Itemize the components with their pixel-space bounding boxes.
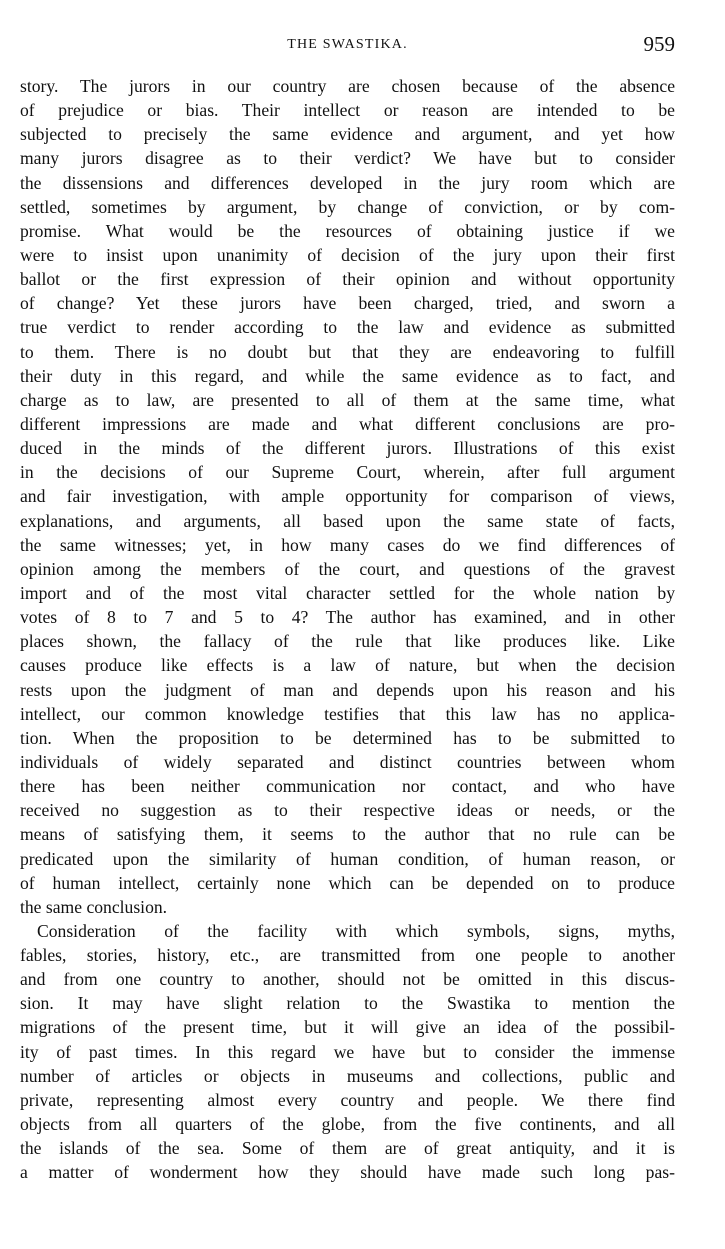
text-line: votes of 8 to 7 and 5 to 4? The author has examined, and in other — [20, 607, 675, 628]
text-line: private, representing almost every country and people. We there find — [20, 1089, 675, 1110]
text-line: promise. What would be the resources of obtaining justice if we — [20, 220, 675, 241]
text-line: the same witnesses; yet, in how many cases do we find differences of — [20, 534, 675, 555]
text-line: story. The jurors in our country are chosen because of the absence — [20, 76, 675, 96]
text-line: true verdict to render according to the law and evidence as submitted — [20, 317, 675, 338]
text-line: duced in the minds of the different jurors. Illustrations of this exist — [20, 438, 675, 459]
text-line: means of satisfying them, it seems to the author that no rule can be — [20, 824, 675, 845]
text-line: charge as to law, are presented to all of them at the same time, what — [20, 389, 675, 410]
paragraph-1 — [20, 74, 675, 919]
text-line: of human intellect, certainly none which can be depended on to produce — [20, 872, 675, 893]
text-line: tion. When the proposition to be determined has to be submitted to — [20, 727, 675, 748]
text-line: settled, sometimes by argument, by change of conviction, or by com- — [20, 196, 675, 217]
text-line: the dissensions and differences developed in the jury room which are — [20, 172, 675, 193]
text-line: explanations, and arguments, all based upon the same state of facts, — [20, 510, 675, 531]
text-line: intellect, our common knowledge testifies that this law has no applica- — [20, 703, 675, 724]
text-line: and from one country to another, should not be omitted in this discus- — [20, 969, 675, 990]
running-header — [20, 32, 675, 56]
text-line: number of articles or objects in museums and collections, public and — [20, 1065, 675, 1086]
text-line: sion. It may have slight relation to the Swastika to mention the — [20, 993, 675, 1014]
text-line: ity of past times. In this regard we have but to consider the immense — [20, 1041, 675, 1062]
text-line: Consideration of the facility with which symbols, signs, myths, — [37, 920, 675, 941]
text-line: to them. There is no doubt but that they are endeavoring to fulfill — [20, 341, 675, 362]
text-line: in the decisions of our Supreme Court, wherein, after full argument — [20, 462, 675, 483]
text-line: the same conclusion. — [20, 896, 168, 917]
text-line: their duty in this regard, and while the same evidence as to fact, and — [20, 365, 675, 386]
text-line: predicated upon the similarity of human condition, of human reason, or — [20, 848, 675, 869]
page-number: 959 — [643, 32, 675, 56]
text-line: received no suggestion as to their respective ideas or needs, or the — [20, 800, 675, 821]
text-line: ballot or the first expression of their opinion and without opportunity — [20, 269, 675, 290]
text-line: many jurors disagree as to their verdict? We have but to consider — [20, 148, 675, 169]
text-line: there has been neither communication nor contact, and who have — [20, 776, 675, 797]
text-line: opinion among the members of the court, and questions of the gravest — [20, 558, 675, 579]
text-line: places shown, the fallacy of the rule that like produces like. Like — [20, 631, 675, 652]
running-title: THE SWASTIKA. — [287, 37, 408, 52]
paragraph-2 — [20, 919, 675, 1185]
text-line: individuals of widely separated and distinct countries between whom — [20, 751, 675, 772]
text-line: causes produce like effects is a law of nature, but when the decision — [20, 655, 675, 676]
text-line: different impressions are made and what different conclusions are pro- — [20, 413, 675, 434]
body-text — [20, 74, 675, 1184]
text-line: the islands of the sea. Some of them are of great antiquity, and it is — [20, 1138, 675, 1159]
text-line: migrations of the present time, but it will give an idea of the possibil- — [20, 1017, 675, 1038]
text-line: rests upon the judgment of man and depends upon his reason and his — [20, 679, 675, 700]
text-line: objects from all quarters of the globe, from the five continents, and all — [20, 1114, 675, 1135]
text-line: and fair investigation, with ample opportunity for comparison of views, — [20, 486, 675, 507]
text-line: a matter of wonderment how they should have made such long pas- — [20, 1162, 675, 1183]
text-line: were to insist upon unanimity of decision of the jury upon their first — [20, 244, 675, 265]
text-line: fables, stories, history, etc., are transmitted from one people to another — [20, 945, 675, 966]
text-line: of change? Yet these jurors have been charged, tried, and sworn a — [20, 293, 675, 314]
text-line: import and of the most vital character settled for the whole nation by — [20, 582, 675, 603]
text-line: of prejudice or bias. Their intellect or reason are intended to be — [20, 100, 675, 121]
text-line: subjected to precisely the same evidence and argument, and yet how — [20, 124, 675, 145]
